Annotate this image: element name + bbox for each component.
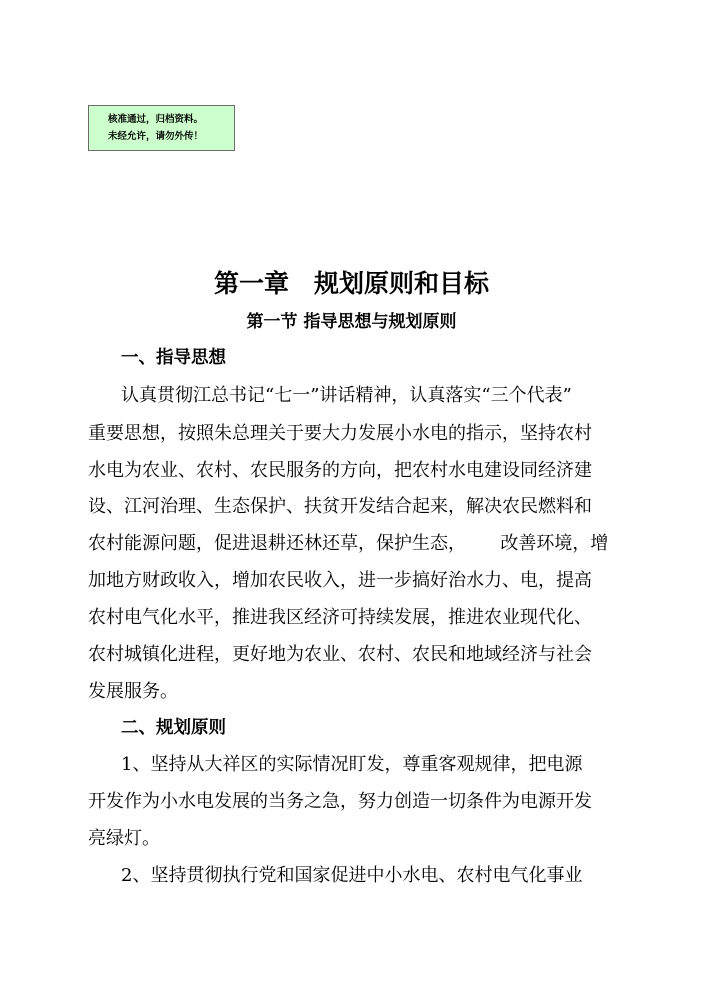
heading-guiding-ideology: 一、指导思想 bbox=[121, 348, 226, 368]
stamp-line-2: 未经允许，请勿外传！ bbox=[108, 131, 204, 142]
para3-line-1: 2、坚持贯彻执行党和国家促进中小水电、农村电气化事业 bbox=[121, 865, 583, 886]
para2-line-2: 开发作为小水电发展的当务之急，努力创造一切条件为电源开发 bbox=[88, 791, 592, 812]
para1-line-9: 发展服务。 bbox=[88, 681, 178, 702]
approval-stamp bbox=[88, 105, 235, 151]
para1-line-7: 农村电气化水平，推进我区经济可持续发展，推进农业现代化、 bbox=[88, 607, 592, 628]
para1-line-5: 农村能源问题，促进退耕还林还草，保护生态， 改善环境，增 bbox=[88, 533, 609, 554]
para1-line-6: 加地方财政收入，增加农民收入，进一步搞好治水力、电，提高 bbox=[88, 570, 592, 591]
chapter-title: 第一章 规划原则和目标 bbox=[213, 269, 489, 298]
para1-line-2: 重要思想，按照朱总理关于要大力发展小水电的指示，坚持农村 bbox=[88, 423, 592, 444]
section-title: 第一节 指导思想与规划原则 bbox=[246, 312, 457, 332]
para1-line-4: 设、江河治理、生态保护、扶贫开发结合起来，解决农民燃料和 bbox=[88, 496, 592, 517]
para1-line-3: 水电为农业、农村、农民服务的方向，把农村水电建设同经济建 bbox=[88, 460, 592, 481]
para2-line-1: 1、坚持从大祥区的实际情况盯发，尊重客观规律，把电源 bbox=[121, 754, 583, 775]
para1-line-8: 农村城镇化进程，更好地为农业、农村、农民和地域经济与社会 bbox=[88, 644, 592, 665]
para2-line-3: 亮绿灯。 bbox=[88, 828, 160, 849]
para1-line-1: 认真贯彻江总书记“七一”讲话精神，认真落实“三个代表” bbox=[121, 385, 572, 406]
stamp-line-1: 核准通过，归档资料。 bbox=[108, 114, 204, 125]
heading-planning-principles: 二、规划原则 bbox=[121, 718, 226, 738]
